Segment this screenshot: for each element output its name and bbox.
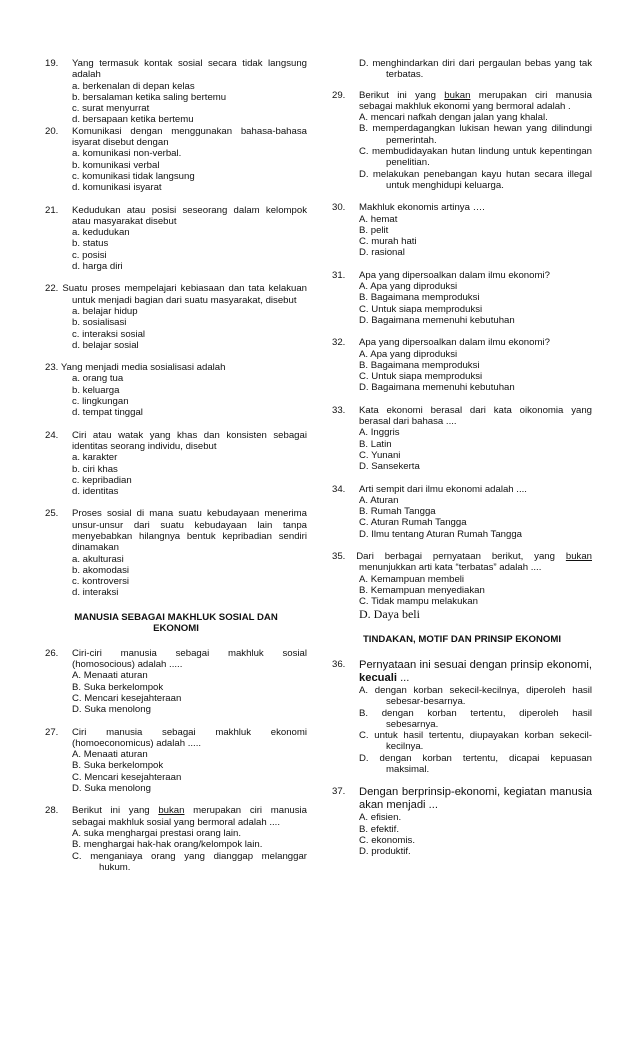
question-stem: Ciri manusia sebagai makhluk ekonomi (homoeconomicus) adalah ..... [72,726,307,749]
option: a. orang tua [72,373,124,385]
option: C. Aturan Rumah Tangga [359,517,467,529]
option: a. belajar hidup [72,305,138,317]
question-stem: Ciri atau watak yang khas dan konsisten sebagai identitas seorang individu, disebut [72,429,307,452]
option: c. posisi [72,249,107,261]
question-24 [45,430,307,498]
question-number: 37. [332,786,346,798]
option: A. mencari nafkah dengan jalan yang khalal. [359,112,548,124]
option: b. komunikasi verbal [72,159,160,171]
option: A. Menaati aturan [72,670,148,682]
question-36 [332,659,592,775]
question-stem: Apa yang dipersoalkan dalam ilmu ekonomi? [359,337,550,349]
question-stem: Komunikasi dengan menggunakan bahasa-bahasa isyarat disebut dengan [72,125,307,149]
option: B. Suka berkelompok [72,681,164,693]
option: D. Sansekerta [359,461,420,473]
question-stem: Makhluk ekonomis artinya …. [359,202,485,214]
stem-text: merupakan ciri manusia sebagai makhluk ekonomi yang bermoral adalah . [359,89,592,112]
option: a. karakter [72,452,118,464]
option: D. Daya beli [359,607,420,622]
option: B. Latin [359,438,392,450]
option: A. dengan korban sekecil-kecilnya, diperoleh hasil sebesar-besarnya. [359,684,592,708]
option: B. Bagaimana memproduksi [359,292,480,304]
option: D. Ilmu tentang Aturan Rumah Tangga [359,528,523,540]
option: A. hemat [359,213,398,225]
question-number: 25. [45,508,59,520]
option: B. Bagaimana memproduksi [359,359,480,371]
stem-underlined: bukan [158,805,185,817]
question-number: 22. [45,283,59,295]
question-35 [332,551,592,621]
question-32 [332,337,592,393]
option: a. kedudukan [72,227,130,239]
question-stem [72,805,307,828]
question-stem [45,362,307,373]
question-19 [45,58,307,126]
option: A. efisien. [359,812,402,824]
option: b. keluarga [72,384,120,396]
option: a. berkenalan di depan kelas [72,80,195,92]
stem-bold: kecuali [359,671,397,684]
question-30 [332,202,592,258]
option: B. menghargai hak-hak orang/kelompok lain. [72,839,263,851]
option: D. rasional [359,247,405,259]
question-37 [332,786,592,857]
option: B. Suka berkelompok [72,760,164,772]
question-21 [45,205,307,273]
option: C. Untuk siapa memproduksi [359,303,483,315]
option: A. suka menghargai prestasi orang lain. [72,827,242,839]
question-number: 24. [45,429,59,441]
question-number: 35. [332,550,346,562]
question-25 [45,508,307,598]
option: B. Kemampuan menyediakan [359,584,485,596]
question-stem: Proses sosial di mana suatu kebudayaan menerima unsur-unsur dari suatu kebudayaan lain tanpa menyebabkan hilangnya bentuk kepribadian sendiri dinamakan [72,508,307,554]
question-22 [45,283,307,351]
option: a. akulturasi [72,553,124,565]
question-stem [332,551,592,574]
question-stem [359,90,592,113]
stem-text: Yang menjadi media sosialisasi adalah [60,362,226,374]
question-number: 29. [332,89,346,101]
option: d. belajar sosial [72,339,139,351]
option: b. ciri khas [72,463,118,475]
section-heading-manusia: MANUSIA SEBAGAI MAKHLUK SOSIAL DAN EKONOMI [74,611,278,635]
option: b. akomodasi [72,564,130,576]
stem-text: Suatu proses mempelajari kebiasaan dan tata kelakuan untuk menjadi bagian dari suatu masyarakat, disebut [62,283,307,306]
question-stem: Dengan berprinsip-ekonomi, kegiatan manusia akan menjadi ... [359,786,592,812]
question-number: 32. [332,337,346,349]
stem-text: menunjukkan arti kata “terbatas” adalah .... [359,562,542,574]
question-34 [332,484,592,540]
option: D. menghindarkan diri dari pergaulan bebas yang tak terbatas. [359,58,592,81]
question-33 [332,405,592,473]
option: D. Suka menolong [72,704,151,716]
question-23 [45,362,307,418]
option: c. lingkungan [72,396,129,408]
option: c. interaksi sosial [72,328,146,340]
question-number: 34. [332,483,346,495]
option: A. Inggris [359,427,400,439]
option: d. harga diri [72,261,123,273]
option: D. Bagaimana memenuhi kebutuhan [359,382,515,394]
stem-text: merupakan ciri manusia sebagai makhluk sosial yang bermoral adalah .... [72,805,308,828]
question-number: 23. [45,362,59,374]
question-27 [45,727,307,795]
stem-underlined: bukan [565,550,592,562]
option: b. status [72,238,109,250]
option: D. Suka menolong [72,783,151,795]
question-28-continued [332,58,592,81]
option: C. membudidayakan hutan lindung untuk kepentingan penelitian. [359,146,592,169]
option: B. efektif. [359,823,399,835]
right-column [332,58,592,858]
question-26 [45,648,307,716]
question-number: 30. [332,202,346,214]
question-stem [45,283,307,306]
option: A. Apa yang diproduksi [359,281,458,293]
question-number: 28. [45,805,59,817]
stem-text: Dari berbagai pernyataan berikut, yang [356,550,555,562]
option: d. bersapaan ketika bertemu [72,114,194,126]
option: A. Apa yang diproduksi [359,348,458,360]
option: C. Mencari kesejahteraan [72,771,182,783]
stem-underlined: bukan [444,89,471,101]
left-column [45,58,307,873]
option: C. menganiaya orang yang dianggap melanggar hukum. [72,850,307,873]
option: A. Menaati aturan [72,749,148,761]
option: B. memperdagangkan lukisan hewan yang dilindungi pemerintah. [359,123,592,146]
option: d. komunikasi isyarat [72,182,162,194]
option: A. Kemampuan membeli [359,573,465,585]
question-number: 31. [332,269,346,281]
option: c. surat menyurrat [72,103,150,115]
option: C. Mencari kesejahteraan [72,692,182,704]
option: D. melakukan penebangan kayu hutan secara illegal untuk menghidupi keluarga. [359,168,592,191]
question-stem: Ciri-ciri manusia sebagai makhluk sosial (homosocious) adalah ..... [72,647,307,671]
option: C. Untuk siapa memproduksi [359,371,483,383]
option: c. komunikasi tidak langsung [72,170,195,182]
option: a. komunikasi non-verbal. [72,148,182,160]
question-stem: Kedudukan atau posisi seseorang dalam kelompok atau masyarakat disebut [72,204,307,227]
question-number: 33. [332,404,346,416]
stem-text: Pernyataan ini sesuai dengan prinsip ekonomi, [359,658,592,671]
option: d. identitas [72,486,119,498]
question-20 [45,126,307,194]
stem-text: ... [400,671,410,684]
option: C. untuk hasil tertentu, diupayakan korban sekecil-kecilnya. [359,730,592,753]
question-stem: Yang termasuk kontak sosial secara tidak langsung adalah [72,58,307,81]
question-stem [359,659,592,685]
option: C. ekonomis. [359,834,415,846]
section-heading-tindakan: TINDAKAN, MOTIF DAN PRINSIP EKONOMI [362,634,562,646]
option: B. Rumah Tangga [359,506,436,518]
option: c. kepribadian [72,474,132,486]
option: d. interaksi [72,587,119,599]
question-number: 27. [45,726,59,738]
option: D. Bagaimana memenuhi kebutuhan [359,314,515,326]
question-number: 20. [45,125,59,137]
question-number: 36. [332,658,346,670]
option: C. murah hati [359,236,417,248]
question-stem: Kata ekonomi berasal dari kata oikonomia yang berasal dari bahasa .... [359,404,592,428]
stem-text: Berikut ini yang [72,805,150,817]
option: B. dengan korban tertentu, diperoleh hasil sebesarnya. [359,707,592,730]
option: b. sosialisasi [72,317,127,329]
question-stem: Arti sempit dari ilmu ekonomi adalah .... [359,483,527,495]
question-stem: Apa yang dipersoalkan dalam ilmu ekonomi? [359,269,550,281]
option: b. bersalaman ketika saling bertemu [72,91,227,103]
question-28 [45,805,307,873]
option: C. Tidak mampu melakukan [359,596,478,608]
option: c. kontroversi [72,576,130,588]
question-number: 19. [45,58,59,69]
question-29 [332,90,592,192]
option: D. dengan korban tertentu, dicapai kepuasan maksimal. [359,752,592,776]
question-number: 26. [45,647,59,659]
option: D. produktif. [359,846,411,858]
option: C. Yunani [359,449,401,461]
question-31 [332,270,592,326]
option: A. Aturan [359,494,399,506]
option: B. pelit [359,224,389,236]
option: d. tempat tinggal [72,407,143,419]
stem-text: Berikut ini yang [359,89,436,101]
question-number: 21. [45,204,59,216]
